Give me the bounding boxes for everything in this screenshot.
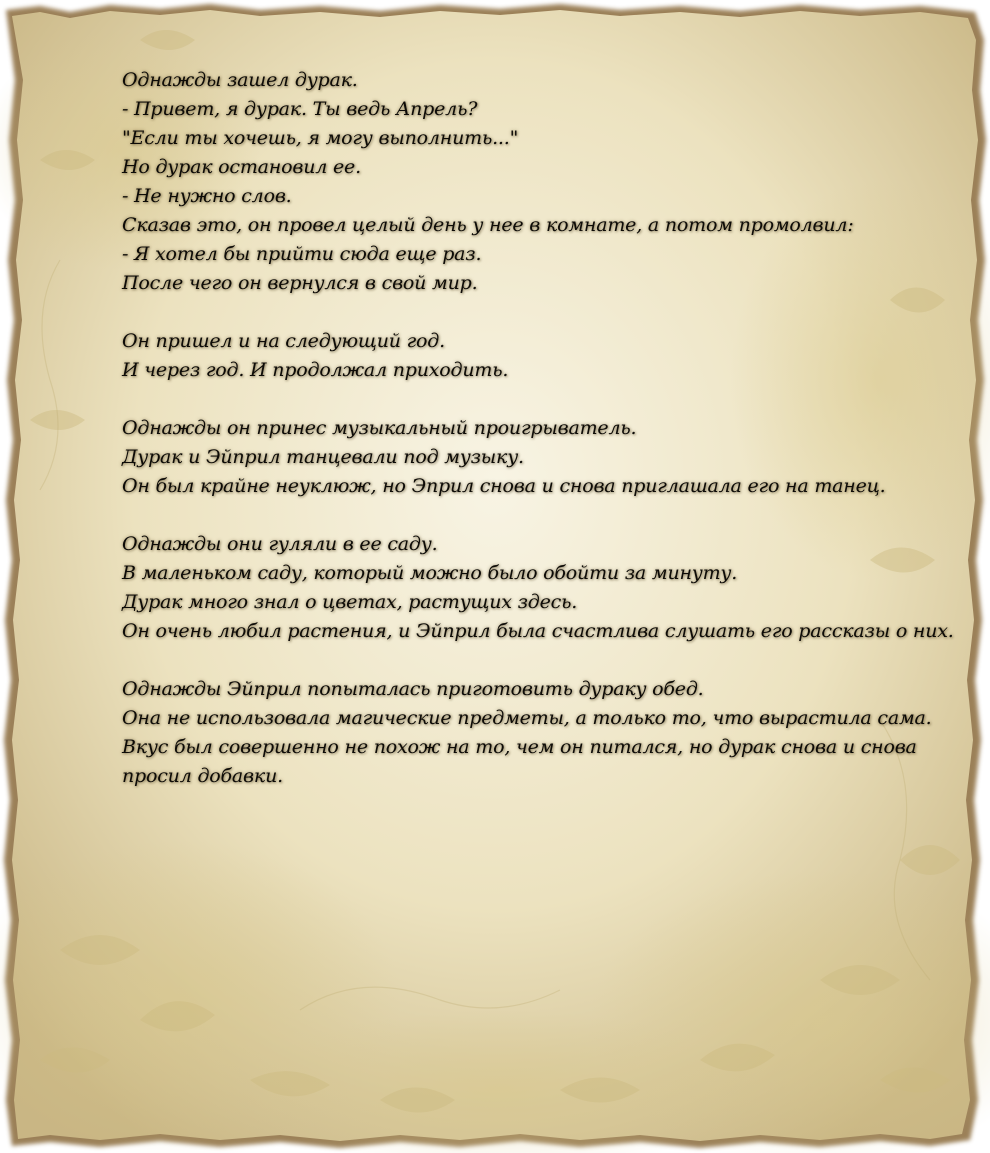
letter-line: Сказав это, он провел целый день у нее в комнате, а потом промолвил: [122, 214, 854, 236]
letter-line: "Если ты хочешь, я могу выполнить..." [122, 127, 519, 149]
letter-line: Вкус был совершенно не похож на то, чем он питался, но дурак снова и снова [122, 736, 917, 758]
letter-stanza [122, 414, 886, 501]
letter-line: После чего он вернулся в свой мир. [122, 272, 478, 294]
letter-line: - Я хотел бы прийти сюда еще раз. [122, 243, 482, 265]
letter-line: - Не нужно слов. [122, 185, 292, 207]
letter-line: Однажды они гуляли в ее саду. [122, 533, 438, 555]
letter-stanza [122, 530, 954, 646]
letter-line: Дурак много знал о цветах, растущих здесь. [122, 591, 578, 613]
letter-line: - Привет, я дурак. Ты ведь Апрель? [122, 98, 478, 120]
letter-line: Он очень любил растения, и Эйприл была счастлива слушать его рассказы о них. [122, 620, 954, 642]
letter-stanza [122, 675, 932, 791]
letter-line: Но дурак остановил ее. [122, 156, 361, 178]
letter-line: Однажды зашел дурак. [122, 69, 358, 91]
letter-line: Она не использовала магические предметы, а только то, что вырастила сама. [122, 707, 932, 729]
letter-line: Он пришел и на следующий год. [122, 330, 445, 352]
letter-line: Однажды Эйприл попыталась приготовить дураку обед. [122, 678, 704, 700]
letter-line: Дурак и Эйприл танцевали под музыку. [122, 446, 524, 468]
letter-line: Однажды он принес музыкальный проигрыватель. [122, 417, 637, 439]
letter-line: Он был крайне неуклюж, но Эприл снова и снова приглашала его на танец. [122, 475, 886, 497]
letter-stanza [122, 327, 882, 385]
letter-line: И через год. И продолжал приходить. [122, 359, 509, 381]
letter-line: В маленьком саду, который можно было обойти за минуту. [122, 562, 738, 584]
letter-text [122, 66, 954, 820]
letter-line: просил добавки. [122, 765, 283, 787]
letter-stanza [122, 66, 882, 298]
